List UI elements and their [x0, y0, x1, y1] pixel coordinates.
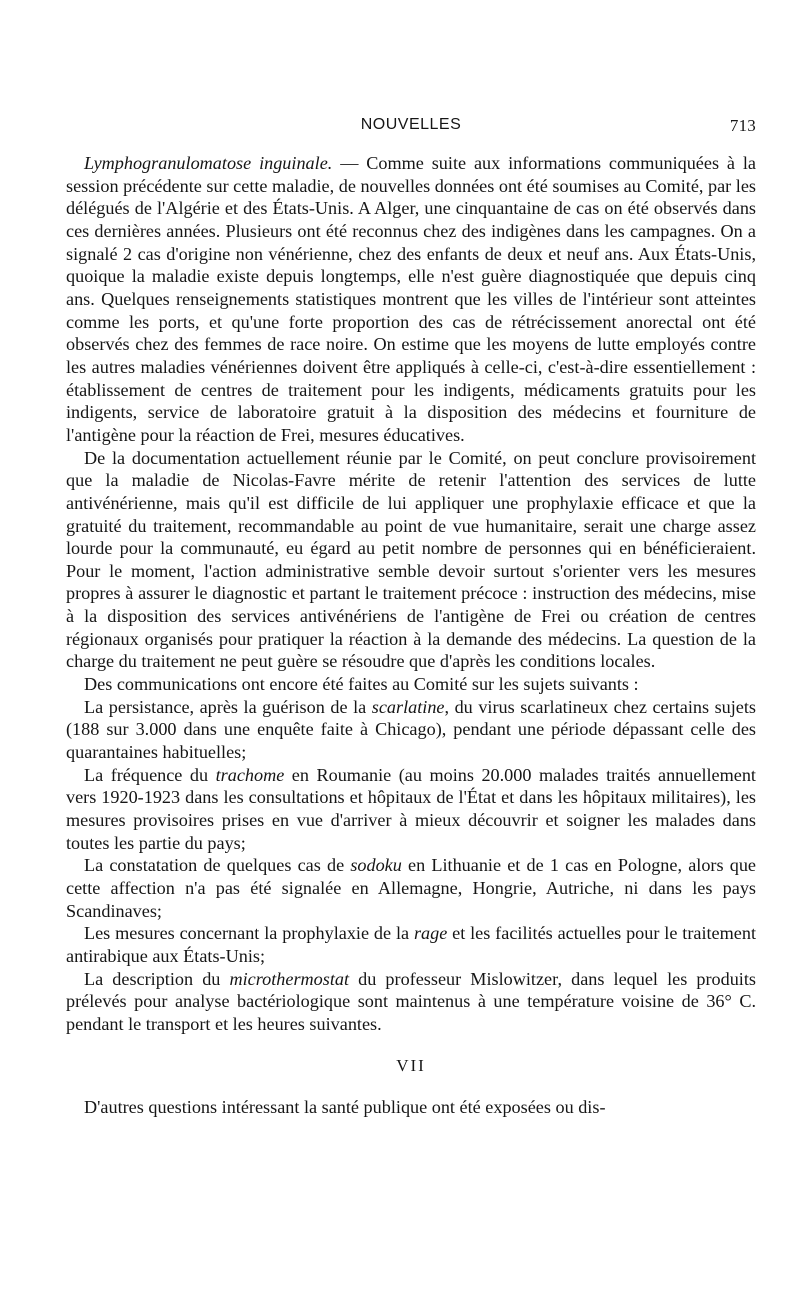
item-text-before: La persistance, après la guérison de la: [84, 696, 372, 717]
item-keyword: trachome: [215, 764, 285, 785]
list-item-rage: [66, 922, 756, 967]
paragraph-text: De la documentation actuellement réunie par le Comité, on peut conclure provisoirement que la maladie de Nicolas-Favre mérite de retenir l'attention des services de lutte antivénérienne, mais qu'il est difficile de lui appliquer une prophylaxie efficace et que la gratuité du traitement, recommandable au point de vue humanitaire, serait une charge assez lourde pour la communauté, eu égard au petit nombre de personnes qui en bénéficieraient. Pour le moment, l'action administrative semble devoir surtout s'orienter vers les mesures propres à assurer le diagnostic et partant le traitement précoce : instruction des médecins, mise à la disposition des services antivénériens de l'antigène de Frei ou création de centres régionaux organisés pour pratiquer la réaction à la demande des médecins. La question de la charge du traitement ne peut guère se résoudre que d'après les conditions locales.: [66, 447, 756, 672]
body-text: [66, 152, 756, 1036]
list-item-trachome: [66, 764, 756, 855]
section-number: VII: [396, 1055, 426, 1075]
item-keyword: rage: [413, 923, 448, 944]
item-text-after: du professeur Mislowitzer, dans lequel les produits prélevés pour analyse bactériologique sont maintenus à une température voisine de 36° C. pendant le transport et les heures suivantes.: [66, 968, 756, 1034]
paragraph-documentation: [66, 447, 756, 674]
running-header: [66, 112, 756, 142]
item-text-before: La constatation de quelques cas de: [84, 855, 351, 876]
paragraph-text: — Comme suite aux informations communiquées à la session précédente sur cette maladie, de nouvelles données ont été soumises au Comité, par les délégués de l'Algérie et des États-Unis. A Alger, une cinquantaine de cas on été observés dans ces dernières années. Plusieurs ont été reconnus chez des indigènes dans les campagnes. On a signalé 2 cas d'origine non vénérienne, chez des enfants de deux et neuf ans. Aux États-Unis, quoique la maladie existe depuis longtemps, elle n'est guère diagnostiquée que depuis cinq ans. Quelques renseignements statistiques montrent que les villes de l'intérieur sont atteintes comme les ports, et qu'une forte proportion des cas de rétrécissement anorectal ont été observés chez des femmes de race noire. On estime que les moyens de lutte employés contre les autres maladies vénériennes doivent être appliqués à celle-ci, c'est-à-dire essentiellement : établissement de centres de traitement pour les indigents, médicaments gratuits pour les indigents, service de laboratoire gratuit à la disposition des médecins et fourniture de l'antigène pour la réaction de Frei, mesures éducatives.: [66, 153, 756, 445]
item-keyword: microthermostat: [229, 968, 350, 989]
item-text-before: La description du: [84, 968, 230, 989]
item-keyword: scarlatine: [371, 696, 445, 717]
item-text-before: Les mesures concernant la prophylaxie de la: [84, 923, 414, 944]
paragraph-lead-heading: Lymphogranulomatose inguinale.: [84, 153, 333, 173]
item-text-after: et les facilités actuelles pour le traitement antirabique aux États-Unis;: [66, 923, 756, 966]
list-item-scarlatine: [66, 696, 756, 764]
paragraph-lymphogranulomatose: [66, 152, 756, 447]
item-text-after: en Lithuanie et de 1 cas en Pologne, alors que cette affection n'a pas été signalée en Allemagne, Hongrie, Autriche, ni dans les pays Scandinaves;: [66, 855, 756, 921]
item-text-after: , du virus scarlatineux chez certains sujets (188 sur 3.000 dans une enquête faite à Chicago), pendant une période dépassant celle des quarantaines habituelles;: [66, 696, 757, 763]
list-item-microthermostat: [66, 968, 756, 1036]
running-title: NOUVELLES: [360, 116, 462, 133]
document-page: [66, 112, 756, 1118]
item-text-before: La fréquence du: [84, 764, 216, 785]
section-continuation-text: D'autres questions intéressant la santé publique ont été exposées ou dis-: [84, 1096, 606, 1117]
item-text-after: en Roumanie (au moins 20.000 malades traités annuellement vers 1920-1923 dans les consultations et hôpitaux de l'État et dans les hôpitaux militaires), les mesures provisoires prises en vue d'arriver à mieux découvrir et soigner les malades dans toutes les partie du pays;: [66, 764, 756, 853]
list-item-sodoku: [66, 854, 756, 922]
item-keyword: sodoku: [350, 855, 402, 876]
page-number: 713: [729, 116, 756, 135]
paragraph-communications: [66, 673, 756, 696]
paragraph-text: Des communications ont encore été faites au Comité sur les sujets suivants :: [84, 674, 639, 695]
